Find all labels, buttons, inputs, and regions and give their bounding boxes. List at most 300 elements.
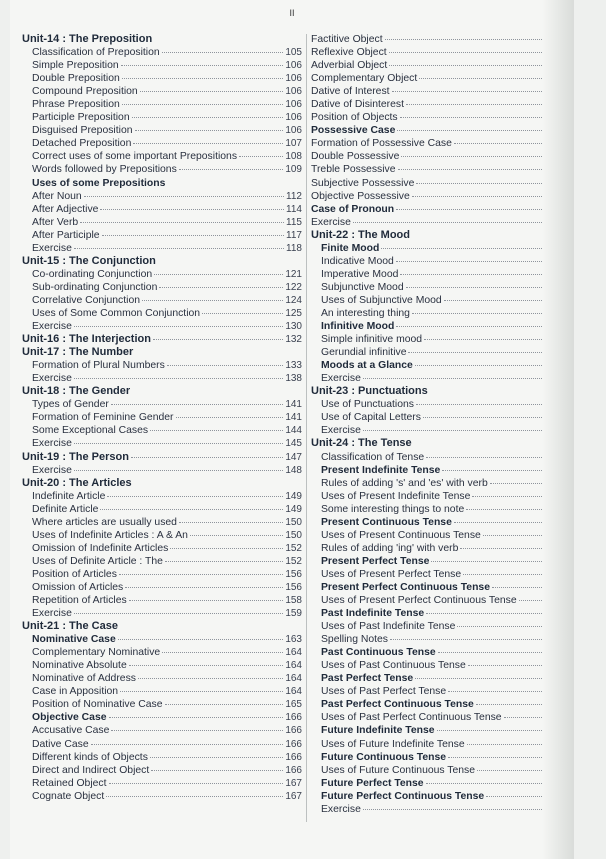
toc-entry — [22, 633, 302, 646]
entry-title: Direct and Indirect Object — [32, 764, 150, 776]
dot-leader — [396, 325, 550, 327]
toc-entry — [311, 372, 569, 385]
dot-leader — [190, 534, 283, 536]
dot-leader — [423, 416, 550, 418]
toc-entry — [22, 281, 302, 294]
entry-title: Adverbial Object — [311, 60, 388, 72]
entry-title: Dative of Disinterest — [311, 99, 404, 111]
dot-leader — [122, 103, 284, 105]
page-number: 144 — [285, 425, 302, 437]
dot-leader — [176, 416, 284, 418]
entry-title: Accusative Case — [32, 725, 110, 737]
dot-leader — [129, 599, 284, 601]
page-number: 156 — [285, 581, 302, 593]
entry-title: Simple infinitive mood — [321, 334, 423, 346]
toc-entry — [22, 464, 302, 477]
entry-title: Subjunctive Mood — [321, 281, 404, 293]
page-number: 167 — [285, 790, 302, 802]
dot-leader — [466, 508, 550, 510]
entry-title: Participle Preposition — [32, 112, 130, 124]
page-number: 141 — [285, 399, 302, 411]
dot-leader — [483, 534, 551, 536]
dot-leader — [397, 129, 550, 131]
entry-title: Future Indefinite Tense — [321, 725, 435, 737]
toc-entry — [311, 307, 569, 320]
page-number: 121 — [285, 268, 302, 280]
entry-title: Indicative Mood — [321, 255, 394, 267]
page-number: 132 — [285, 334, 302, 346]
entry-title: Possessive Case — [311, 125, 396, 137]
page-number: 138 — [285, 373, 302, 385]
entry-title: Unit-17 : The Number — [22, 346, 134, 359]
page-number: 133 — [285, 360, 302, 372]
entry-title: Uses of Definite Article : The — [32, 555, 163, 567]
toc-entry — [22, 203, 302, 216]
toc-entry — [22, 190, 302, 203]
entry-title: Formation of Possessive Case — [311, 138, 452, 150]
entry-title: Unit-15 : The Conjunction — [22, 254, 156, 267]
toc-entry — [311, 85, 569, 98]
dot-leader — [91, 743, 284, 745]
page-number: 164 — [285, 647, 302, 659]
toc-entry — [311, 490, 569, 503]
entry-title: Uses of Indefinite Articles : A & An — [32, 529, 188, 541]
page-number: 166 — [285, 738, 302, 750]
entry-title: Disguised Preposition — [32, 125, 133, 137]
column-divider — [306, 34, 307, 822]
dot-leader — [406, 103, 550, 105]
toc-entry — [22, 659, 302, 672]
entry-title: Subjective Possessive — [311, 177, 415, 189]
dot-leader — [398, 168, 551, 170]
entry-title: Present Perfect Tense — [321, 555, 430, 567]
toc-entry — [22, 411, 302, 424]
toc-entry — [311, 33, 569, 46]
toc-entry — [311, 242, 569, 255]
entry-title: Different kinds of Objects — [32, 751, 148, 763]
toc-entry — [311, 516, 569, 529]
toc-entry — [311, 568, 569, 581]
entry-title: Case of Pronoun — [311, 203, 395, 215]
page-number: 166 — [285, 725, 302, 737]
toc-entry — [22, 268, 302, 281]
entry-title: Uses of Subjunctive Mood — [321, 294, 442, 306]
unit-heading — [22, 451, 302, 464]
toc-entry — [311, 216, 569, 229]
dot-leader — [80, 221, 284, 223]
entry-title: Future Perfect Continuous Tense — [321, 790, 485, 802]
entry-title: Complementary Nominative — [32, 647, 161, 659]
dot-leader — [463, 573, 550, 575]
dot-leader — [424, 338, 550, 340]
toc-entry — [22, 594, 302, 607]
entry-title: Position of Nominative Case — [32, 699, 163, 711]
entry-title: Types of Gender — [32, 399, 109, 411]
dot-leader — [179, 521, 283, 523]
entry-title: Past Continuous Tense — [321, 647, 436, 659]
page-number: 112 — [286, 190, 302, 202]
entry-title: Use of Punctuations — [321, 399, 414, 411]
entry-title: Unit-19 : The Person — [22, 450, 129, 463]
dot-leader — [412, 312, 550, 314]
entry-title: Detached Preposition — [32, 138, 132, 150]
page-number: 164 — [285, 686, 302, 698]
toc-entry — [22, 72, 302, 85]
dot-leader — [74, 612, 283, 614]
entry-title: Present Perfect Continuous Tense — [321, 581, 490, 593]
dot-leader — [426, 612, 550, 614]
dot-leader — [392, 90, 551, 92]
toc-entry — [311, 646, 569, 659]
entry-title: Unit-24 : The Tense — [311, 437, 412, 450]
toc-entry — [311, 59, 569, 72]
entry-title: Nominative Absolute — [32, 660, 127, 672]
dot-leader — [415, 364, 551, 366]
toc-entry — [311, 424, 569, 437]
page-number: 152 — [285, 542, 302, 554]
dot-leader — [486, 795, 550, 797]
entry-title: After Noun — [32, 190, 82, 202]
entry-title: Future Perfect Tense — [321, 777, 424, 789]
dot-leader — [100, 208, 284, 210]
page-gutter-shadow — [542, 0, 574, 859]
page-number: 163 — [285, 634, 302, 646]
dot-leader — [431, 560, 550, 562]
entry-title: Compound Preposition — [32, 86, 138, 98]
entry-title: Imperative Mood — [321, 268, 399, 280]
dot-leader — [454, 142, 550, 144]
toc-entry — [22, 320, 302, 333]
entry-title: Uses of Future Indefinite Tense — [321, 738, 465, 750]
entry-title: Definite Article — [32, 503, 99, 515]
toc-entry — [22, 294, 302, 307]
toc-entry — [22, 85, 302, 98]
dot-leader — [389, 51, 551, 53]
page-number: 150 — [285, 529, 302, 541]
entry-title: Present Continuous Tense — [321, 516, 452, 528]
dot-leader — [438, 651, 551, 653]
entry-title: Indefinite Article — [32, 490, 106, 502]
dot-leader — [416, 182, 550, 184]
toc-entry — [311, 581, 569, 594]
page-number: 145 — [285, 438, 302, 450]
entry-title: Some interesting things to note — [321, 503, 465, 515]
toc-entry — [22, 516, 302, 529]
entry-title: Uses of Present Indefinite Tense — [321, 490, 471, 502]
toc-entry — [311, 764, 569, 777]
toc-entry — [22, 698, 302, 711]
page-number: 166 — [285, 712, 302, 724]
dot-leader — [457, 625, 550, 627]
dot-leader — [111, 403, 283, 405]
toc-entry — [311, 594, 569, 607]
entry-title: Uses of Past Perfect Tense — [321, 686, 447, 698]
toc-entry — [311, 790, 569, 803]
dot-leader — [138, 677, 283, 679]
entry-title: Uses of Some Common Conjunction — [32, 307, 201, 319]
dot-leader — [416, 403, 550, 405]
page-number: 105 — [285, 47, 302, 59]
entry-title: Present Indefinite Tense — [321, 464, 441, 476]
dot-leader — [150, 429, 283, 431]
entry-title: Uses of Past Continuous Tense — [321, 660, 466, 672]
toc-entry — [22, 503, 302, 516]
toc-entry — [311, 333, 569, 346]
toc-entry — [22, 490, 302, 503]
dot-leader — [151, 769, 283, 771]
page-number: 122 — [285, 281, 302, 293]
toc-entry — [311, 294, 569, 307]
toc-entry — [22, 398, 302, 411]
entry-title: Dative of Interest — [311, 86, 390, 98]
dot-leader — [74, 442, 283, 444]
entry-title: Exercise — [32, 464, 72, 476]
entry-title: Retained Object — [32, 777, 107, 789]
dot-leader — [363, 429, 550, 431]
entry-title: Uses of Present Perfect Continuous Tense — [321, 595, 517, 607]
unit-heading — [311, 385, 569, 398]
entry-title: Uses of Future Continuous Tense — [321, 764, 476, 776]
toc-entry — [22, 672, 302, 685]
dot-leader — [125, 586, 283, 588]
dot-leader — [131, 456, 283, 458]
toc-entry — [311, 672, 569, 685]
entry-title: Co-ordinating Conjunction — [32, 268, 153, 280]
dot-leader — [133, 142, 283, 144]
entry-title: Double Possessive — [311, 151, 400, 163]
page-number: 108 — [285, 151, 302, 163]
dot-leader — [460, 547, 550, 549]
entry-title: Nominative Case — [32, 634, 116, 646]
toc-entry — [311, 529, 569, 542]
page-number: 147 — [285, 451, 302, 463]
entry-title: Correct uses of some important Prepositions — [32, 151, 238, 163]
toc-entry — [22, 437, 302, 450]
dot-leader — [442, 469, 550, 471]
dot-leader — [142, 299, 283, 301]
page-number: 106 — [285, 112, 302, 124]
toc-entry — [22, 764, 302, 777]
entry-title: Dative Case — [32, 738, 89, 750]
page-number: 150 — [285, 516, 302, 528]
dot-leader — [154, 273, 283, 275]
toc-entry — [311, 751, 569, 764]
dot-leader — [129, 664, 284, 666]
entry-title: Unit-16 : The Interjection — [22, 333, 151, 346]
toc-entry — [311, 346, 569, 359]
entry-title: An interesting thing — [321, 307, 410, 319]
page-number: 106 — [285, 60, 302, 72]
contents-page — [10, 0, 574, 859]
entry-title: Factitive Object — [311, 34, 383, 45]
entry-title: Nominative of Address — [32, 673, 136, 685]
entry-title: Future Continuous Tense — [321, 751, 447, 763]
dot-leader — [468, 664, 551, 666]
page-number: 130 — [285, 321, 302, 333]
dot-leader — [202, 312, 283, 314]
dot-leader — [100, 508, 283, 510]
entry-title: Exercise — [32, 321, 72, 333]
toc-entry — [22, 738, 302, 751]
dot-leader — [401, 155, 550, 157]
toc-entry — [311, 190, 569, 203]
entry-title: Classification of Preposition — [32, 47, 160, 59]
dot-leader — [121, 64, 284, 66]
dot-leader — [109, 716, 284, 718]
page-number: 165 — [285, 699, 302, 711]
page-number: 109 — [285, 164, 302, 176]
entry-title: Unit-14 : The Preposition — [22, 33, 153, 45]
entry-title: Exercise — [32, 373, 72, 385]
entry-title: Sub-ordinating Conjunction — [32, 281, 158, 293]
page-number: 166 — [285, 751, 302, 763]
entry-title: Unit-23 : Punctuations — [311, 385, 428, 398]
toc-entry — [311, 803, 569, 816]
page-number: 106 — [285, 73, 302, 85]
toc-entry — [22, 568, 302, 581]
entry-title: Objective Case — [32, 712, 107, 724]
toc-entry — [311, 777, 569, 790]
entry-title: Correlative Conjunction — [32, 294, 141, 306]
dot-leader — [140, 90, 284, 92]
toc-entry — [22, 124, 302, 137]
toc-entry — [311, 177, 569, 190]
entry-title: Omission of Articles — [32, 581, 124, 593]
dot-leader — [381, 247, 550, 249]
entry-title: Past Perfect Continuous Tense — [321, 699, 474, 711]
entry-title: Phrase Preposition — [32, 99, 120, 111]
toc-entry — [22, 150, 302, 163]
entry-title: Complementary Object — [311, 73, 418, 85]
toc-entry — [311, 477, 569, 490]
toc-entry — [311, 633, 569, 646]
page-number: 166 — [285, 764, 302, 776]
toc-entry — [311, 268, 569, 281]
entry-title: Gerundial infinitive — [321, 347, 407, 359]
dot-leader — [454, 521, 550, 523]
entry-title: Exercise — [321, 425, 361, 437]
entry-title: Unit-22 : The Mood — [311, 228, 410, 241]
dot-leader — [74, 247, 284, 249]
unit-heading — [311, 229, 569, 242]
toc-entry — [22, 777, 302, 790]
toc-entry — [22, 646, 302, 659]
page-number: 117 — [286, 229, 302, 241]
toc-entry — [22, 46, 302, 59]
toc-entry — [22, 581, 302, 594]
dot-leader — [396, 260, 551, 262]
dot-leader — [472, 495, 550, 497]
entry-title: Some Exceptional Cases — [32, 425, 149, 437]
page-number: 159 — [285, 608, 302, 620]
dot-leader — [122, 77, 284, 79]
toc-entry — [311, 451, 569, 464]
unit-heading — [22, 620, 302, 633]
unit-heading — [22, 477, 302, 490]
dot-leader — [84, 195, 284, 197]
entry-title: Repetition of Articles — [32, 595, 127, 607]
dot-leader — [477, 769, 550, 771]
entry-title: Position of Articles — [32, 568, 117, 580]
page-number: 124 — [285, 294, 302, 306]
dot-leader — [167, 364, 283, 366]
page-number: 106 — [285, 125, 302, 137]
entry-title: Omission of Indefinite Articles — [32, 542, 169, 554]
page-number: 141 — [285, 412, 302, 424]
toc-entry — [22, 685, 302, 698]
toc-entry — [22, 724, 302, 737]
page-number: 106 — [285, 86, 302, 98]
page-number: 167 — [285, 777, 302, 789]
entry-title: Rules of adding 's' and 'es' with verb — [321, 477, 488, 489]
toc-entry — [311, 724, 569, 737]
dot-leader — [390, 638, 550, 640]
toc-entry — [311, 72, 569, 85]
dot-leader — [426, 782, 551, 784]
dot-leader — [159, 286, 283, 288]
toc-entry — [22, 242, 302, 255]
toc-entry — [311, 659, 569, 672]
unit-heading — [22, 255, 302, 268]
entry-title: Objective Possessive — [311, 190, 410, 202]
entry-title: Treble Possessive — [311, 164, 396, 176]
dot-leader — [179, 168, 284, 170]
toc-entry — [311, 738, 569, 751]
dot-leader — [448, 756, 550, 758]
dot-leader — [106, 795, 283, 797]
toc-entry — [311, 607, 569, 620]
dot-leader — [396, 208, 550, 210]
entry-title: Words followed by Prepositions — [32, 164, 177, 176]
toc-entry — [311, 464, 569, 477]
toc-entry — [311, 503, 569, 516]
page-number: 118 — [286, 242, 302, 254]
toc-entry — [311, 124, 569, 137]
dot-leader — [406, 286, 551, 288]
toc-entry — [311, 411, 569, 424]
toc-entry — [22, 790, 302, 803]
entry-title: Reflexive Object — [311, 47, 387, 59]
entry-title: Uses of Past Perfect Continuous Tense — [321, 712, 502, 724]
dot-leader — [419, 77, 550, 79]
entry-title: Unit-18 : The Gender — [22, 385, 131, 398]
page-number: 156 — [285, 568, 302, 580]
entry-title: After Verb — [32, 216, 79, 228]
dot-leader — [150, 756, 283, 758]
entry-title: Spelling Notes — [321, 634, 389, 646]
dot-leader — [444, 299, 551, 301]
dot-leader — [109, 782, 284, 784]
dot-leader — [165, 703, 284, 705]
dot-leader — [120, 690, 283, 692]
dot-leader — [353, 221, 550, 223]
entry-title: Uses of Past Indefinite Tense — [321, 621, 456, 633]
unit-heading — [311, 437, 569, 450]
entry-title: Rules of adding 'ing' with verb — [321, 542, 459, 554]
page-number: 148 — [285, 464, 302, 476]
entry-title: Finite Mood — [321, 242, 380, 254]
page-number: 149 — [285, 490, 302, 502]
dot-leader — [102, 234, 284, 236]
entry-title: Position of Objects — [311, 112, 398, 124]
toc-entry — [22, 555, 302, 568]
toc-entry — [22, 307, 302, 320]
toc-entry — [311, 137, 569, 150]
unit-heading — [22, 33, 302, 46]
page-number: 115 — [286, 216, 302, 228]
toc-entry — [22, 216, 302, 229]
entry-title: Exercise — [32, 242, 72, 254]
